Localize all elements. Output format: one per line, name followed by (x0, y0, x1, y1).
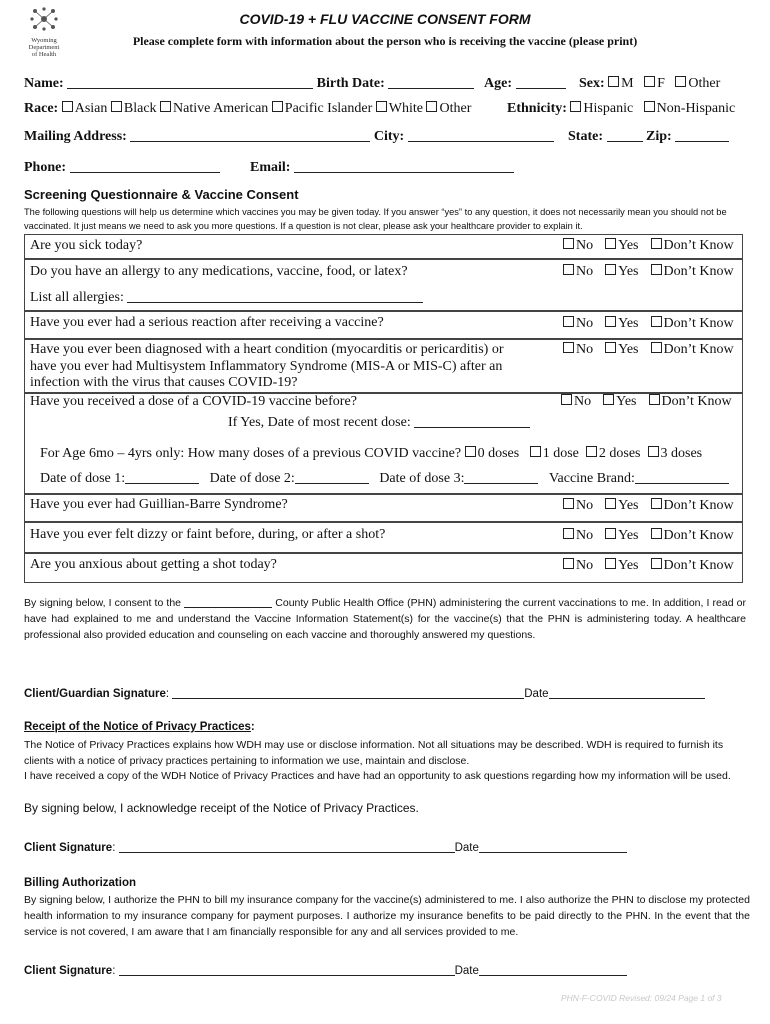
answer-dont-know[interactable] (651, 498, 734, 513)
answer-yes[interactable] (605, 264, 638, 279)
ethnicity-label: Ethnicity (507, 101, 563, 116)
sex-option-label: Other (688, 76, 721, 91)
city-label: City (373, 129, 400, 144)
answer-options (563, 342, 734, 358)
answer-options (563, 316, 734, 332)
most-recent-dose-field[interactable] (414, 415, 530, 428)
answer-yes[interactable] (605, 238, 638, 253)
answer-label: Yes (618, 528, 639, 543)
ethnicity-option-label: Non-Hispanic (656, 101, 736, 116)
vaccine-brand-label: Vaccine Brand: (548, 471, 635, 486)
answer-dont-know[interactable] (651, 558, 734, 573)
privacy-text-3: By signing below, I acknowledge receipt of the Notice of Privacy Practices. (24, 801, 419, 815)
question-serious-reaction: Have you ever had a serious reaction after receiving a vaccine? (30, 315, 384, 330)
dose-option-2[interactable] (586, 446, 641, 461)
race-option-label: Other (439, 101, 472, 116)
answer-dont-know[interactable] (649, 394, 732, 409)
race-option-label: Black (123, 101, 157, 116)
answer-label: Yes (616, 394, 637, 409)
question-guillain-barre: Have you ever had Guillian-Barre Syndrome? (30, 497, 288, 512)
answer-options (563, 264, 734, 280)
answer-yes[interactable] (605, 342, 638, 357)
dose-option-3[interactable] (648, 446, 703, 461)
answer-options (563, 528, 734, 544)
consent-date-field[interactable] (549, 686, 705, 699)
billing-text: By signing below, I authorize the PHN to bill my insurance company for the vaccine(s) administered to me. I also authorize the PHN to disclose my protected health information to my insurance company for payment purposes. I authorize my insurance benefits to be paid directly to the PHN. In the event that the service is not covered, I am aware that I am financially responsible for any and all services provided to me. (24, 894, 750, 938)
answer-yes[interactable] (605, 528, 638, 543)
sex-label: Sex (579, 76, 600, 91)
race-option-black[interactable] (111, 101, 157, 116)
dose1-label: Date of dose 1: (40, 471, 126, 486)
answer-options (563, 498, 734, 514)
race-option-other[interactable] (426, 101, 471, 116)
birth-date-field[interactable] (388, 76, 474, 89)
answer-label: Don’t Know (663, 498, 734, 513)
sex-option-m[interactable] (608, 76, 633, 91)
name-label: Name (24, 76, 59, 91)
sex-option-f[interactable] (644, 76, 665, 91)
question-heart-condition: Have you ever been diagnosed with a heart condition (myocarditis or pericarditis) or have you ever had Multisystem Inflammatory Syndrome (MIS-A or MIS-C) after an infection with the virus that causes COVID-19? (30, 342, 504, 390)
answer-yes[interactable] (605, 316, 638, 331)
ethnicity-option-hispanic[interactable] (570, 101, 633, 116)
answer-dont-know[interactable] (651, 238, 734, 253)
question-sick-today: Are you sick today? (30, 238, 143, 253)
answer-label: No (576, 264, 594, 279)
allergies-label: List all allergies: (30, 290, 124, 305)
race-option-label: Pacific Islander (284, 101, 373, 116)
guardian-signature-label: Client/Guardian Signature (24, 688, 166, 700)
mailing-address-label: Mailing Address (24, 129, 123, 144)
dose-option-label: 2 doses (598, 446, 641, 461)
form-subtitle: Please complete form with information about the person who is receiving the vaccine (please print) (132, 34, 638, 48)
answer-label: Don’t Know (663, 528, 734, 543)
dose1-field[interactable] (125, 471, 199, 484)
privacy-text-1: The Notice of Privacy Practices explains how WDH may use or disclose information. Not all situations may be described. WDH is required to furnish its clients with a notice of privacy practices pertaining to information we use, maintain and disclose. (24, 739, 724, 767)
answer-yes[interactable] (603, 394, 636, 409)
race-option-pacific-islander[interactable] (272, 101, 372, 116)
billing-signature-field[interactable] (119, 963, 455, 976)
phone-field[interactable] (70, 160, 220, 173)
email-label: Email (250, 160, 286, 175)
guardian-signature-field[interactable] (172, 686, 524, 699)
answer-dont-know[interactable] (651, 528, 734, 543)
zip-label: Zip (646, 129, 668, 144)
age-label: Age (484, 76, 508, 91)
logo-text-line: Wyoming (31, 37, 57, 44)
billing-date-label: Date (454, 965, 479, 977)
answer-no[interactable] (563, 558, 593, 573)
ethnicity-option-label: Hispanic (583, 101, 634, 116)
logo-text-line: of Health (31, 51, 57, 58)
answer-label: Don’t Know (663, 316, 734, 331)
most-recent-dose-label: If Yes, Date of most recent dose: (228, 415, 411, 430)
form-title: COVID-19 + FLU VACCINE CONSENT FORM (239, 11, 531, 27)
state-field[interactable] (607, 129, 643, 142)
privacy-date-label: Date (454, 842, 479, 854)
answer-no[interactable] (563, 316, 593, 331)
email-field[interactable] (294, 160, 514, 173)
race-option-label: White (388, 101, 423, 116)
answer-label: No (576, 558, 594, 573)
answer-label: Yes (618, 264, 639, 279)
question-anxious: Are you anxious about getting a shot today? (30, 557, 277, 572)
county-field[interactable] (184, 597, 272, 608)
age-field[interactable] (516, 76, 566, 89)
answer-label: No (576, 528, 594, 543)
answer-options (561, 394, 732, 410)
answer-label: No (576, 238, 594, 253)
consent-paragraph (24, 595, 746, 643)
question-dizzy-faint: Have you ever felt dizzy or faint before, during, or after a shot? (30, 527, 386, 542)
answer-yes[interactable] (605, 498, 638, 513)
privacy-heading: Receipt of the Notice of Privacy Practices (24, 721, 251, 733)
city-field[interactable] (408, 129, 554, 142)
vaccine-brand-field[interactable] (635, 471, 729, 484)
answer-label: Don’t Know (663, 558, 734, 573)
race-option-label: Asian (74, 101, 108, 116)
question-allergy: Do you have an allergy to any medications, vaccine, food, or latex? (30, 264, 408, 279)
allergies-field[interactable] (127, 290, 423, 303)
race-option-label: Native American (173, 101, 269, 116)
birth-date-label: Birth Date (316, 76, 381, 91)
answer-label: Don’t Know (661, 394, 732, 409)
ethnicity-option-non-hispanic[interactable] (644, 101, 736, 116)
race-option-asian[interactable] (62, 101, 108, 116)
answer-dont-know[interactable] (651, 342, 734, 357)
name-field[interactable] (67, 76, 313, 89)
dose-option-label: 1 dose (542, 446, 579, 461)
answer-label: Don’t Know (663, 342, 734, 357)
billing-date-field[interactable] (479, 963, 627, 976)
privacy-signature-label: Client Signature (24, 842, 113, 854)
answer-label: No (576, 316, 594, 331)
answer-yes[interactable] (605, 558, 638, 573)
answer-label: No (574, 394, 592, 409)
phone-label: Phone (24, 160, 62, 175)
footer-text: PHN-F-COVID Revised: 09/24 Page 1 of 3 (561, 993, 722, 1003)
answer-options (563, 558, 734, 574)
dose3-field[interactable] (464, 471, 538, 484)
sex-option-other[interactable] (675, 76, 720, 91)
dose-option-0[interactable] (465, 446, 520, 461)
answer-label: Yes (618, 316, 639, 331)
privacy-signature-field[interactable] (119, 840, 455, 853)
age-dose-question: For Age 6mo – 4yrs only: How many doses of a previous COVID vaccine? (40, 446, 462, 461)
answer-label: Yes (618, 558, 639, 573)
consent-date-label: Date (524, 688, 549, 700)
answer-label: No (576, 498, 594, 513)
dose2-label: Date of dose 2: (209, 471, 295, 486)
answer-label: Yes (618, 342, 639, 357)
dose-option-1[interactable] (530, 446, 579, 461)
billing-signature-label: Client Signature (24, 965, 113, 977)
dose3-label: Date of dose 3: (379, 471, 465, 486)
answer-no[interactable] (561, 394, 591, 409)
screening-heading: Screening Questionnaire & Vaccine Consent (24, 187, 299, 202)
zip-field[interactable] (675, 129, 729, 142)
sex-option-label: F (657, 76, 665, 91)
dose-option-label: 0 doses (477, 446, 520, 461)
privacy-text-2: I have received a copy of the WDH Notice of Privacy Practices and have had an opportunity to ask questions regarding how my information will be used. (24, 770, 731, 782)
answer-dont-know[interactable] (651, 264, 734, 279)
sex-option-label: M (621, 76, 634, 91)
answer-no[interactable] (563, 238, 593, 253)
race-label: Race (24, 101, 54, 116)
logo-text-line: Department (28, 44, 60, 51)
answer-label: Don’t Know (663, 238, 734, 253)
state-label: State (568, 129, 599, 144)
billing-heading: Billing Authorization (24, 877, 137, 889)
race-option-native-american[interactable] (160, 101, 268, 116)
question-prior-covid-dose: Have you received a dose of a COVID-19 vaccine before? (30, 394, 357, 409)
dose2-field[interactable] (295, 471, 369, 484)
privacy-date-field[interactable] (479, 840, 627, 853)
answer-label: Yes (618, 498, 639, 513)
dose-option-label: 3 doses (660, 446, 703, 461)
mailing-address-field[interactable] (130, 129, 370, 142)
answer-dont-know[interactable] (651, 316, 734, 331)
consent-text-end: County Public Health Office (PHN) administering the current vaccinations to me. In addition, I read or have had explained to me and understand the Vaccine Information Statement(s) for the vaccine(s) that the PHN is administering today. A healthcare professional also provided education and counseling on each vaccine and thoroughly answered my questions. (24, 597, 747, 641)
answer-label: Don’t Know (663, 264, 734, 279)
consent-text-start: By signing below, I consent to the (24, 597, 182, 609)
answer-label: No (576, 342, 594, 357)
answer-no[interactable] (563, 342, 593, 357)
answer-label: Yes (618, 238, 639, 253)
screening-intro: The following questions will help us determine which vaccines you may be given today. If you answer “yes” to any question, it does not necessarily mean you should not be vaccinated. It just means we need to ask you more questions. If a question is not clear, please ask your healthcare provider to explain it. (24, 207, 727, 231)
answer-no[interactable] (563, 498, 593, 513)
answer-options (563, 238, 734, 254)
answer-no[interactable] (563, 528, 593, 543)
race-option-white[interactable] (376, 101, 423, 116)
answer-no[interactable] (563, 264, 593, 279)
